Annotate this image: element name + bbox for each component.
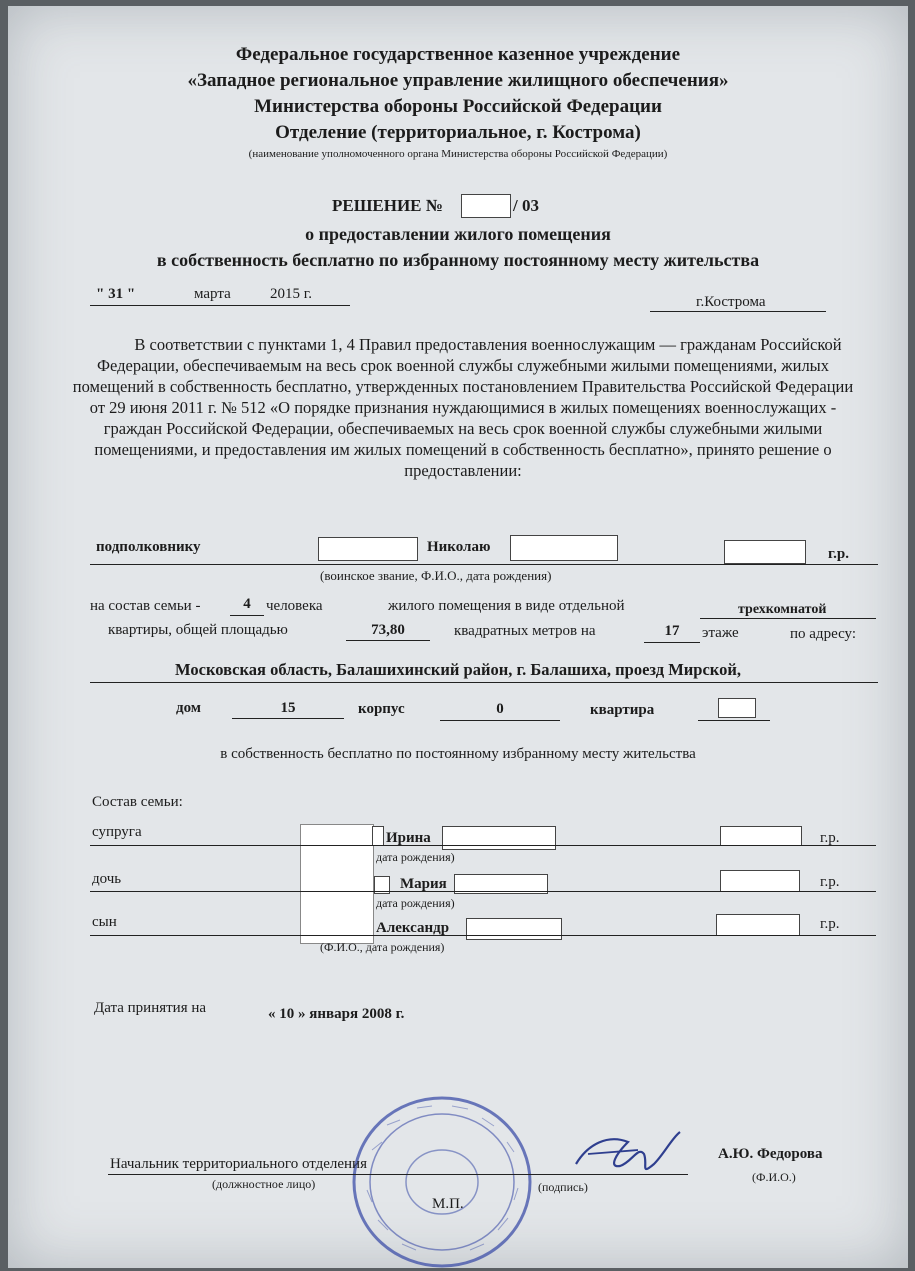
member-name-son: Александр <box>376 920 450 936</box>
redacted-birthdate-son <box>716 914 800 936</box>
signature-scribble <box>568 1124 688 1184</box>
redacted-birthdate-daughter <box>720 870 800 892</box>
signature-caption: (подпись) <box>538 1180 588 1194</box>
city-underline <box>650 311 826 312</box>
area-label: квартиры, общей площадью <box>108 622 288 638</box>
redacted-number <box>461 194 511 218</box>
rooms-value: трехкомнатой <box>738 602 827 617</box>
signature-underline <box>108 1174 688 1175</box>
sqm-label: квадратных метров на <box>454 623 596 639</box>
floor-underline <box>644 642 700 643</box>
area-value: 73,80 <box>371 622 405 638</box>
member-name-spouse: Ирина <box>386 830 431 846</box>
decision-subtitle-2: в собственность бесплатно по избранному постоянному месту жительства <box>156 250 760 270</box>
recipient-caption: (воинское звание, Ф.И.О., дата рождения) <box>320 568 552 583</box>
building-value: 0 <box>496 701 504 717</box>
legal-basis-paragraph: В соответствии с пунктами 1, 4 Правил предоставления военнослужащим — гражданам Российской Федерации, обеспечиваемым на весь срок военной службы служебными жилыми помещениями, жилых помещений в собственность бесплатно, утвержденных постановлением Правительства Российской Федерации от 29 июня 2011 г. № 512 «О порядке признания нуждающимися в жилых помещениях военнослужащих - граждан Российской Федерации, обеспечиваемых на весь срок военной службы служебными жилыми помещениями, и предоставления им жилых помещений в собственность бесплатно», принято решение о предоставлении: <box>72 335 854 480</box>
redacted-flat-number <box>718 698 756 718</box>
org-line-1: Федеральное государственное казенное учреждение <box>235 44 681 65</box>
redacted-family-surnames <box>300 824 374 944</box>
date-month: марта <box>194 286 231 302</box>
member-caption-daughter: дата рождения) <box>376 896 455 910</box>
member-relation-daughter: дочь <box>92 871 122 887</box>
redacted-birthdate-spouse <box>720 826 802 846</box>
document-sheet <box>8 6 908 1268</box>
family-size-label: на состав семьи - <box>90 598 201 614</box>
redacted-initial <box>372 826 384 846</box>
org-line-3: Министерства обороны Российской Федерации <box>254 96 662 117</box>
member-suffix-spouse: г.р. <box>820 830 840 846</box>
signer-name: А.Ю. Федорова <box>718 1146 823 1162</box>
ownership-line: в собственность бесплатно по постоянному избранному месту жительства <box>220 746 696 762</box>
member-underline-son <box>90 935 876 936</box>
persons-word: человека <box>266 598 323 614</box>
signer-name-caption: (Ф.И.О.) <box>752 1170 796 1184</box>
date-underline <box>90 305 350 306</box>
date-day: " 31 " <box>96 286 136 302</box>
floor-value: 17 <box>664 623 680 639</box>
floor-label: этаже <box>702 625 739 641</box>
house-underline <box>232 718 344 719</box>
member-suffix-daughter: г.р. <box>820 874 840 890</box>
recipient-birth-suffix: г.р. <box>828 546 849 562</box>
redacted-birthdate <box>724 540 806 564</box>
flat-underline <box>698 720 770 721</box>
family-size-value: 4 <box>243 596 251 612</box>
decision-title <box>332 196 443 216</box>
dwelling-type-label: жилого помещения в виде отдельной <box>388 598 625 614</box>
org-caption: (наименование уполномоченного органа Министерства обороны Российской Федерации) <box>248 148 668 160</box>
member-underline-spouse <box>90 845 876 846</box>
acceptance-date: « 10 » января 2008 г. <box>268 1006 405 1022</box>
decision-title-prefix: РЕШЕНИЕ № <box>332 196 443 215</box>
family-size-underline <box>230 615 264 616</box>
address-underline <box>90 682 878 683</box>
member-suffix-son: г.р. <box>820 916 840 932</box>
redacted-patronymic-spouse <box>442 826 556 850</box>
org-line-2: «Западное региональное управление жилищного обеспечения» <box>187 70 729 91</box>
member-caption-son: (Ф.И.О., дата рождения) <box>320 940 445 954</box>
redacted-patronymic-son <box>466 918 562 940</box>
area-underline <box>346 640 430 641</box>
member-caption-spouse: дата рождения) <box>376 850 455 864</box>
date-year: 2015 г. <box>270 286 312 302</box>
building-underline <box>440 720 560 721</box>
member-name-daughter: Мария <box>400 876 447 892</box>
member-relation-spouse: супруга <box>92 824 142 840</box>
address-label: по адресу: <box>790 626 857 642</box>
family-heading: Состав семьи: <box>92 794 183 810</box>
house-label: дом <box>176 700 202 716</box>
decision-title-suffix: / 03 <box>513 196 539 215</box>
seal-mark: М.П. <box>432 1196 464 1212</box>
member-relation-son: сын <box>92 914 117 930</box>
official-seal <box>342 1090 542 1268</box>
city: г.Кострома <box>696 294 766 310</box>
rooms-underline <box>700 618 876 619</box>
signer-position-caption: (должностное лицо) <box>212 1177 316 1191</box>
org-line-4: Отделение (территориальное, г. Кострома) <box>275 122 641 143</box>
decision-subtitle-1: о предоставлении жилого помещения <box>305 224 611 244</box>
redacted-patronymic <box>510 535 618 561</box>
acceptance-label: Дата принятия на <box>94 1000 207 1016</box>
signer-position: Начальник территориального отделения <box>110 1156 367 1172</box>
address-value: Московская область, Балашихинский район, г. Балашиха, проезд Мирской, <box>175 660 741 679</box>
house-value: 15 <box>280 700 296 716</box>
building-label: корпус <box>358 701 405 717</box>
recipient-name: Николаю <box>427 539 491 555</box>
redacted-surname <box>318 537 418 561</box>
recipient-rank: подполковнику <box>96 539 201 555</box>
recipient-underline <box>90 564 878 565</box>
flat-label: квартира <box>590 702 655 718</box>
member-underline-daughter <box>90 891 876 892</box>
